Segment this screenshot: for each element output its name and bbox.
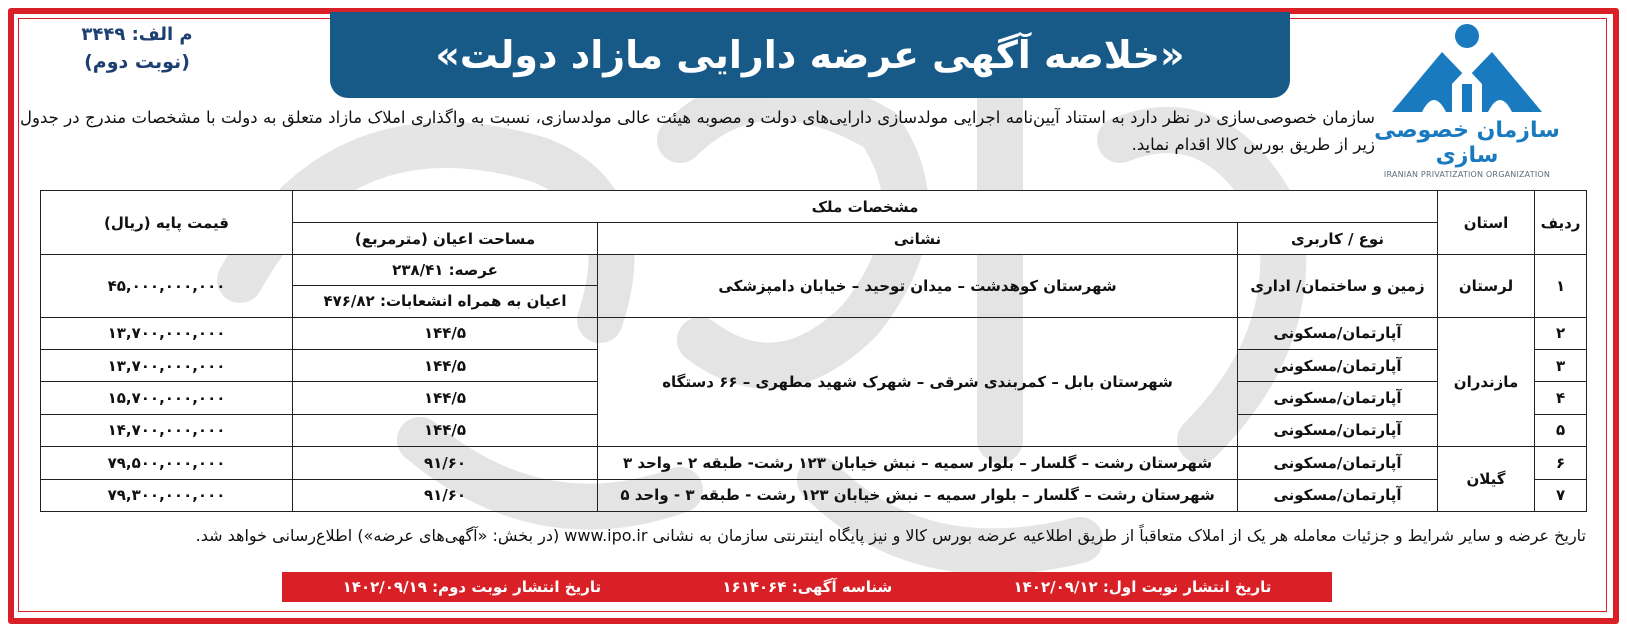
cell-price: ۱۴,۷۰۰,۰۰۰,۰۰۰ <box>41 414 293 446</box>
ad-code-block <box>62 24 212 73</box>
logo-name-fa: سازمان خصوصی سازی <box>1374 118 1560 168</box>
cell-address: شهرستان بابل – کمربندی شرقی – شهرک شهید مطهری – ۶۶ دستگاه <box>598 317 1238 447</box>
cell-type: آپارتمان/مسکونی <box>1238 350 1438 382</box>
cell-row-number: ۱ <box>1535 255 1587 318</box>
cell-price: ۴۵,۰۰۰,۰۰۰,۰۰۰ <box>41 255 293 318</box>
cell-price: ۱۵,۷۰۰,۰۰۰,۰۰۰ <box>41 382 293 414</box>
logo-name-en: IRANIAN PRIVATIZATION ORGANIZATION <box>1383 170 1551 179</box>
header-type: نوع / کاربری <box>1238 223 1438 255</box>
cell-area: ۹۱/۶۰ <box>293 479 598 511</box>
ad-code: م الف: ۳۴۴۹ <box>81 24 193 45</box>
cell-price: ۷۹,۵۰۰,۰۰۰,۰۰۰ <box>41 447 293 479</box>
cell-area: ۹۱/۶۰ <box>293 447 598 479</box>
cell-address: شهرستان کوهدشت – میدان توحید – خیابان دامپزشکی <box>598 255 1238 318</box>
intro-paragraph: سازمان خصوصی‌سازی در نظر دارد به استناد آیین‌نامه اجرایی مولدسازی دارایی‌های دولت و مصوبه هیئت عالی مولدسازی، نسبت به واگذاری املاک مازاد متعلق به دولت با مشخصات مندرج در جدول زیر از طریق بورس کالا اقدام نماید. <box>20 108 1375 154</box>
cell-area: ۱۴۴/۵ <box>293 382 598 414</box>
cell-type: آپارتمان/مسکونی <box>1238 479 1438 511</box>
title-banner <box>330 12 1290 98</box>
table-row <box>41 317 1587 349</box>
footer-note: تاریخ عرضه و سایر شرایط و جزئیات معامله هر یک از املاک متعاقباً از طریق اطلاعیه عرضه بورس کالا و نیز پایگاه اینترنتی سازمان به نشانی www.ipo.ir (در بخش: «آگهی‌های عرضه») اطلاع‌رسانی خواهد شد. <box>195 526 1586 545</box>
property-table-wrapper <box>40 190 1586 512</box>
cell-price: ۱۳,۷۰۰,۰۰۰,۰۰۰ <box>41 350 293 382</box>
header-address: نشانی <box>598 223 1238 255</box>
first-publish-date: تاریخ انتشار نوبت اول: ۱۴۰۲/۰۹/۱۲ <box>1013 578 1272 596</box>
cell-row-number: ۵ <box>1535 414 1587 446</box>
header-row-number: ردیف <box>1535 191 1587 255</box>
header-base-price: قیمت پایه (ریال) <box>41 191 293 255</box>
cell-row-number: ۶ <box>1535 447 1587 479</box>
cell-province: گیلان <box>1438 447 1535 512</box>
cell-type: آپارتمان/مسکونی <box>1238 382 1438 414</box>
cell-area: عرصه: ۲۳۸/۴۱ <box>293 255 598 286</box>
cell-row-number: ۳ <box>1535 350 1587 382</box>
privatization-logo-icon <box>1382 22 1552 118</box>
cell-row-number: ۲ <box>1535 317 1587 349</box>
cell-price: ۱۳,۷۰۰,۰۰۰,۰۰۰ <box>41 317 293 349</box>
header-province: استان <box>1438 191 1535 255</box>
page-title: «خلاصه آگهی عرضه دارایی مازاد دولت» <box>435 33 1185 77</box>
cell-area: ۱۴۴/۵ <box>293 414 598 446</box>
table-row <box>41 447 1587 479</box>
second-publish-date: تاریخ انتشار نوبت دوم: ۱۴۰۲/۰۹/۱۹ <box>342 578 602 596</box>
cell-type: آپارتمان/مسکونی <box>1238 414 1438 446</box>
cell-area: ۱۴۴/۵ <box>293 350 598 382</box>
cell-price: ۷۹,۳۰۰,۰۰۰,۰۰۰ <box>41 479 293 511</box>
cell-province: لرستان <box>1438 255 1535 318</box>
table-row <box>41 479 1587 511</box>
table-row <box>41 255 1587 286</box>
cell-row-number: ۴ <box>1535 382 1587 414</box>
cell-type: آپارتمان/مسکونی <box>1238 447 1438 479</box>
publish-round: (نوبت دوم) <box>84 51 190 73</box>
property-table <box>40 190 1587 512</box>
cell-type: زمین و ساختمان/ اداری <box>1238 255 1438 318</box>
cell-province: مازندران <box>1438 317 1535 447</box>
cell-row-number: ۷ <box>1535 479 1587 511</box>
cell-area: ۱۴۴/۵ <box>293 317 598 349</box>
publish-dates-bar <box>282 572 1332 602</box>
organization-logo <box>1372 22 1562 179</box>
cell-type: آپارتمان/مسکونی <box>1238 317 1438 349</box>
header-area: مساحت اعیان (مترمربع) <box>293 223 598 255</box>
ad-id: شناسه آگهی: ۱۶۱۴۰۶۴ <box>722 578 893 596</box>
header-property-specs: مشخصات ملک <box>293 191 1438 223</box>
cell-address: شهرستان رشت – گلسار – بلوار سمیه – نبش خیابان ۱۲۳ رشت- طبقه ۲ - واحد ۳ <box>598 447 1238 479</box>
cell-area-secondary: اعیان به همراه انشعابات: ۴۷۶/۸۲ <box>293 286 598 317</box>
cell-address: شهرستان رشت – گلسار – بلوار سمیه – نبش خیابان ۱۲۳ رشت - طبقه ۳ - واحد ۵ <box>598 479 1238 511</box>
